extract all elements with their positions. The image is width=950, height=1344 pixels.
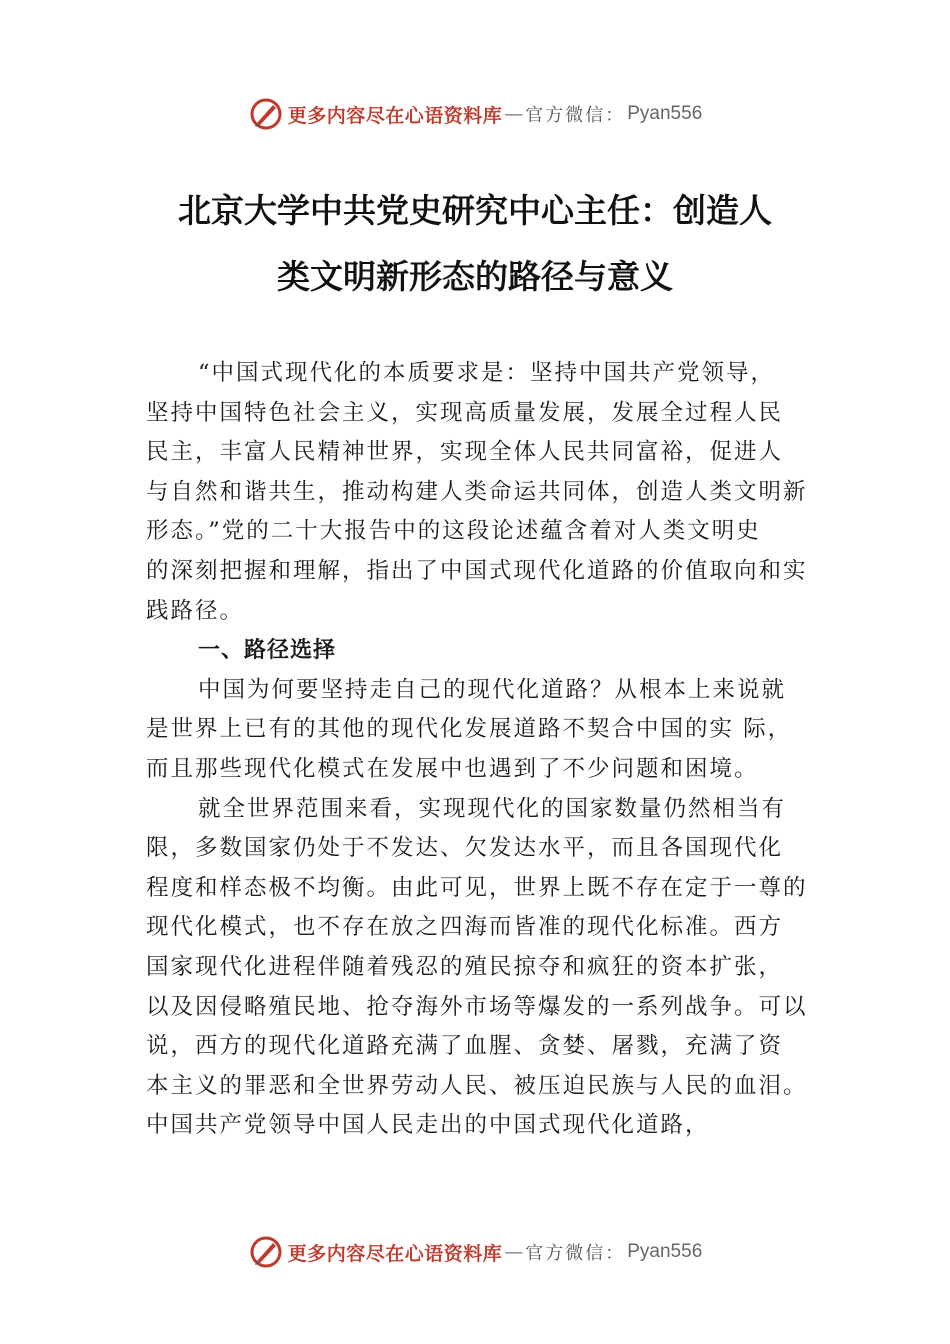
text-line: 就全世界范围来看，实现现代化的国家数量仍然相当有: [198, 795, 787, 822]
title-line: 类文明新形态的路径与意义: [277, 257, 673, 296]
footer-banner: [0, 1232, 950, 1272]
text-line: 中国共产党领导中国人民走出的中国式现代化道路，: [146, 1112, 710, 1139]
text-line: 与自然和谐共生，推动构建人类命运共同体，创造人类文明新: [146, 478, 808, 505]
title-line: 北京大学中共党史研究中心主任：创造人: [178, 191, 772, 230]
banner-brand-text: 更多内容尽在心语资料库: [287, 1242, 503, 1265]
text-line: 国家现代化进程伴随着残忍的殖民掠夺和疯狂的资本扩张，: [146, 953, 784, 980]
header-banner: [0, 94, 950, 134]
text-line: 坚持中国特色社会主义，实现高质量发展，发展全过程人民: [146, 399, 784, 426]
banner-wechat-label: 官方微信：: [525, 1243, 626, 1264]
text-line: 程度和样态极不均衡。由此可见，世界上既不存在定于一尊的: [146, 874, 808, 901]
quill-pen-logo-icon: [248, 1234, 284, 1270]
banner-brand-text: 更多内容尽在心语资料库: [287, 104, 503, 127]
text-line: 限，多数国家仍处于不发达、欠发达水平，而且各国现代化: [146, 835, 784, 862]
banner-wechat-id: Pyan556: [627, 1241, 703, 1262]
text-line: 说，西方的现代化道路充满了血腥、贪婪、屠戮，充满了资: [146, 1033, 784, 1060]
text-line: 本主义的罪恶和全世界劳动人民、被压迫民族与人民的血泪。: [146, 1072, 808, 1099]
text-line: 以及因侵略殖民地、抢夺海外市场等爆发的一系列战争。可以: [146, 993, 808, 1020]
text-line: 的深刻把握和理解，指出了中国式现代化道路的价值取向和实: [146, 557, 808, 584]
text-line: 践路径。: [146, 597, 245, 624]
text-line: 形态。”党的二十大报告中的这段论述蕴含着对人类文明史: [146, 518, 761, 545]
text-line: “中国式现代化的本质要求是：坚持中国共产党领导，: [198, 360, 776, 386]
section-heading: 一、路径选择: [198, 638, 337, 664]
banner-wechat-id: Pyan556: [627, 103, 703, 124]
quill-pen-logo-icon: [248, 96, 284, 132]
banner-wechat-label: 官方微信：: [525, 105, 626, 126]
article-body: [146, 354, 836, 1146]
text-line: 是世界上已有的其他的现代化发展道路不契合中国的实 际，: [146, 716, 793, 743]
banner-dash: —: [504, 103, 524, 125]
text-line: 而且那些现代化模式在发展中也遇到了不少问题和困境。: [146, 755, 759, 782]
text-line: 中国为何要坚持走自己的现代化道路？从根本上来说就: [198, 676, 787, 703]
banner-dash: —: [504, 1241, 524, 1263]
page-title: [148, 178, 802, 310]
text-line: 现代化模式，也不存在放之四海而皆准的现代化标准。西方: [146, 914, 784, 941]
text-line: 民主，丰富人民精神世界，实现全体人民共同富裕，促进人: [146, 439, 784, 466]
